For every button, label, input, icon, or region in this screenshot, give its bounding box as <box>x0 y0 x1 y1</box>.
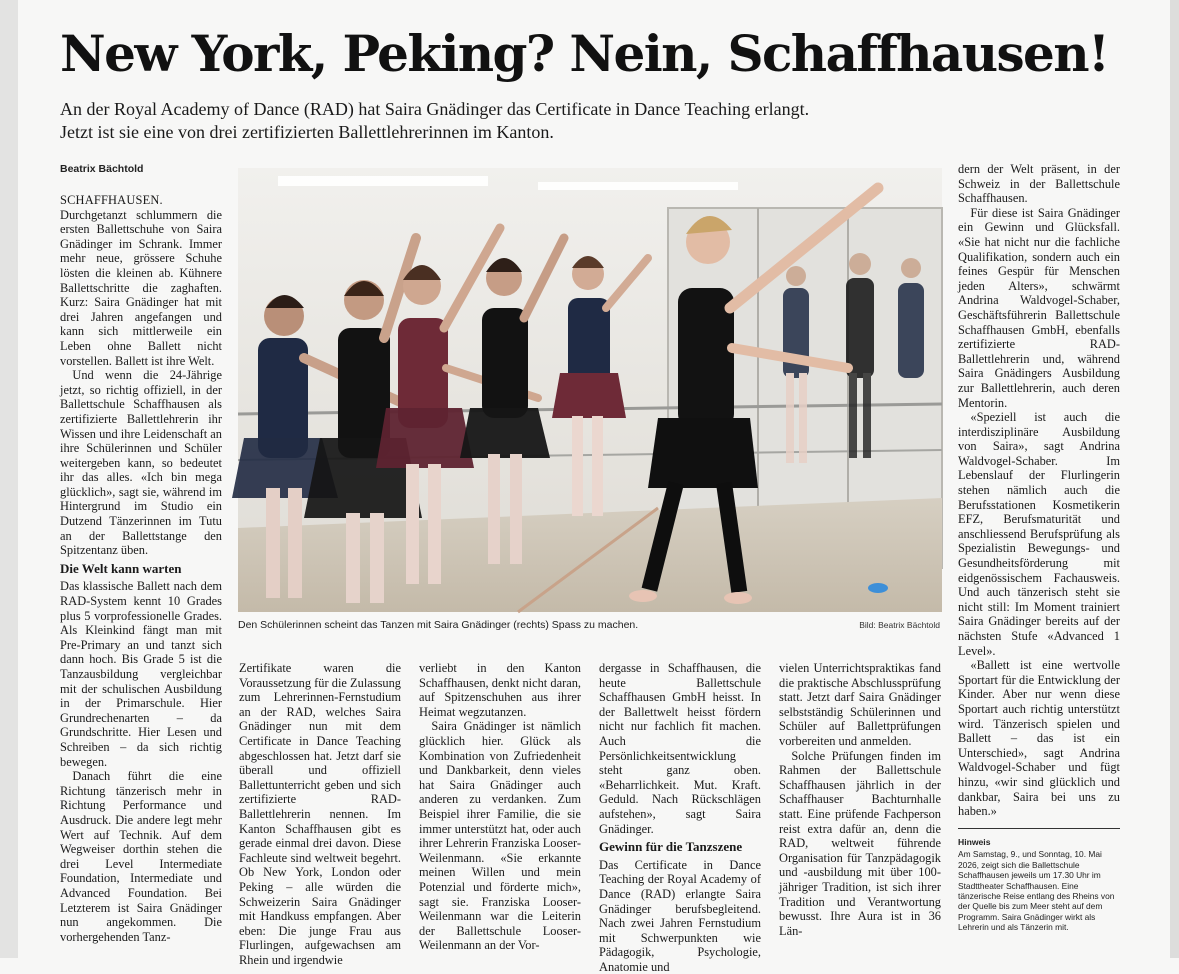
author-byline: Beatrix Bächtold <box>60 163 144 175</box>
paragraph: «Speziell ist auch die interdisziplinäre Ausbildung von Saira», sagt Andrina Waldvogel-Schaber. Im Lebenslauf der Flurlingerin stehen nämlich auch die Berufsstationen Kosmetikerin EFZ, Berufsmaturität und anschliessend Berufsprüfung als Spezialistin Bewegungs- und Gesundheitsförderung mit eidgenössischem Fachausweis. Und auch tänzerisch steht sie nicht still: Im Moment trainiert Saira Gnädinger bereits auf der nächsten Stufe «Advanced 1 Level». <box>958 410 1120 658</box>
text-column-2 <box>239 661 401 967</box>
article-photo <box>238 168 942 612</box>
paragraph: Zertifikate waren die Voraussetzung für die Zulassung zum Lehrerinnen-Fernstudium an der RAD, welches Saira Gnädinger nun mit dem Certificate in Dance Teaching abgeschlossen hat. Jetzt darf sie überall und offiziell Ballettunterricht geben und sich zertifizierte RAD-Ballettlehrerin nennen. Im Kanton Schaffhausen gibt es gerade einmal drei davon. Diese Fachleute sind weltweit begehrt. Ob New York, London oder Peking – alle würden die Schweizerin Saira Gnädinger mit Handkuss empfangen. Aber eben: Die junge Frau aus Flurlingen, aufgewachsen am Rhein und irgendwie <box>239 661 401 967</box>
subheading: Die Welt kann warten <box>60 560 182 576</box>
paragraph: «Ballett ist eine wertvolle Sportart für die Entwicklung der Kinder. Aber nur wenn diese Sportart auch richtig unterstützt wird. Tänzerisch spielen und Ballett – das ist ein Unterschied», sagt Andrina Waldvogel-Schaber und fügt hinzu, «wir sind glücklich und dankbar, Saira bei uns zu haben.» <box>958 658 1120 819</box>
paragraph: Danach führt die eine Richtung tänzerisch mehr in Richtung Performance und Ausdruck. Die andere legt mehr Wert auf Technik. Auf dem Wegweiser dorthin stehen die drei Level Intermediate Foundation, Intermediate und Advanced Foundation. Bei Letzterem ist Saira Gnädinger nun angekommen. Die vorhergehenden Tanz- <box>60 769 222 944</box>
paragraph: SCHAFFHAUSEN. Durchgetanzt schlummern die ersten Ballettschuhe von Saira Gnädinger im Schrank. Immer mehr neue, grössere Schuhe lösten die kleinen ab. Kühnere Ballettschritte die zaghaften. Kurz: Saira Gnädinger hat mit drei Jahren angefangen und kann sich mittlerweile ein Leben ohne Ballett nicht vorstellen. Ballett ist ihre Welt. <box>60 193 222 368</box>
info-box <box>958 828 1120 933</box>
paragraph: Das Certificate in Dance Teaching der Royal Academy of Dance (RAD) erlangte Saira Gnädinger berufsbegleitend. Nach zwei Jahren Fernstudium mit Schwerpunkten wie Pädagogik, Psychologie, Anatomie und <box>599 857 761 974</box>
caption-text: Den Schülerinnen scheint das Tanzen mit Saira Gnädinger (rechts) Spass zu machen. <box>238 619 639 631</box>
text-column-5 <box>779 661 941 947</box>
photo-caption <box>238 619 942 631</box>
paragraph: Solche Prüfungen finden im Rahmen der Ballettschule Schaffhausen jährlich in der Schaffhauser Bachturnhalle statt. Eine prüfende Fachperson reist extra dafür an, denn die RAD, weltweit führende Organisation für Tanzpädagogik und -ausbildung mit über 100-jähriger Tradition, ist sich ihrer Tradition und Verantwortung bewusst. Ihre Aura ist in 36 Län- <box>779 748 941 938</box>
info-box-text: Am Samstag, 9., und Sonntag, 10. Mai 2026, zeigt sich die Ballettschule Schaffhausen jeweils um 17.30 Uhr im Stadttheater Schaffhausen. Eine tänzerische Reise entlang des Rheins von der Quelle bis zum Meer steht auf dem Programm. Saira Gnädinger wirkt als Lehrerin und als Tänzerin mit. <box>958 849 1115 933</box>
photo-credit: Bild: Beatrix Bächtold <box>859 620 940 630</box>
info-box-title: Hinweis <box>958 837 991 847</box>
ballet-class-illustration <box>238 168 942 612</box>
dateline: SCHAFFHAUSEN. <box>60 193 163 207</box>
paragraph: verliebt in den Kanton Schaffhausen, denkt nicht daran, auf Spitzenschuhen aus ihrer Heimat wegzutanzen. <box>419 661 581 719</box>
paragraph: vielen Unterrichtspraktikas fand die praktische Abschlussprüfung statt. Jetzt darf Saira Gnädinger selbstständig Schülerinnen und Schüler auf Ballettprüfungen vorbereiten und anmelden. <box>779 661 941 748</box>
paragraph: dern der Welt präsent, in der Schweiz in der Ballettschule Schaffhausen. <box>958 162 1120 206</box>
text-column-3 <box>419 661 581 953</box>
paragraph: Das klassische Ballett nach dem RAD-System kennt 10 Grades plus 5 vorprofessionelle Grades. Als Kleinkind fängt man mit Pre-Primary an und tanzt sich dann hoch. Bis Grade 5 ist die Tanzausbildung vergleichbar mit der schulischen Ausbildung in der Primarschule. Hier Grundrechenarten – da Grundschritte. Hier Lesen und Schreiben – da sich richtig bewegen. <box>60 579 222 769</box>
article-lead <box>60 98 1120 144</box>
page-right-edge <box>1170 0 1179 958</box>
text-column-4 <box>599 661 761 974</box>
lead-line-2: Jetzt ist sie eine von drei zertifizierten Ballettlehrerinnen im Kanton. <box>60 122 554 142</box>
article-headline: New York, Peking? Nein, Schaffhausen! <box>60 24 1109 83</box>
text-column-6 <box>958 162 1120 819</box>
lead-line-1: An der Royal Academy of Dance (RAD) hat Saira Gnädinger das Certificate in Dance Teaching erlangt. <box>60 99 810 119</box>
text-column-1 <box>60 193 222 945</box>
paragraph: dergasse in Schaffhausen, die heute Ballettschule Schaffhausen GmbH heisst. In der Ballettwelt heisst fördern nicht nur fachlich fit machen. Auch die Persönlichkeitsentwicklung steht ganz oben. «Beharrlichkeit. Mut. Kraft. Geduld. Nach Rückschlägen aufstehen», sagt Saira Gnädinger. <box>599 661 761 836</box>
paragraph: Saira Gnädinger ist nämlich glücklich hier. Glück als Kombination von Zufriedenheit und Dankbarkeit, denn vieles hat Saira Gnädinger auch anderen zu verdanken. Zum Beispiel ihrer Familie, die sie immer unterstützt hat, oder auch ihrer Lehrerin Franziska Looser-Weilenmann. «Sie erkannte meinen Willen und mein Potenzial und förderte mich», sagt sie. Franziska Looser-Weilenmann war die Leiterin der Ballettschule Looser-Weilenmann an der Vor- <box>419 719 581 953</box>
subheading: Gewinn für die Tanzszene <box>599 839 743 855</box>
paragraph: Und wenn die 24-Jährige jetzt, so richtig offiziell, in der Ballettschule Schaffhausen als zertifizierte Ballettlehrerin ihr Wissen und ihre Leidenschaft an ihre Schülerinnen und Schüler weitergeben kann, so bedeutet ihr das alles. «Ich bin mega glücklich», sagt sie, während im Hintergrund im Studio ein Dutzend Tänzerinnen im Tutu an der Ballettstange den Spitzentanz üben. <box>60 368 222 558</box>
paragraph: Für diese ist Saira Gnädinger ein Gewinn und Glücksfall. «Sie hat nicht nur die fachliche Qualifikation, sondern auch ein feines Gespür für Menschen jeden Alters», schwärmt Andrina Waldvogel-Schaber, Geschäftsführerin Ballettschule Schaffhausen GmbH, ebenfalls zertifizierte RAD-Ballettlehrerin und, während Saira Gnädingers Ausbildung zur Ballettlehrerin, auch deren Mentorin. <box>958 205 1120 410</box>
page-left-edge <box>0 0 18 958</box>
